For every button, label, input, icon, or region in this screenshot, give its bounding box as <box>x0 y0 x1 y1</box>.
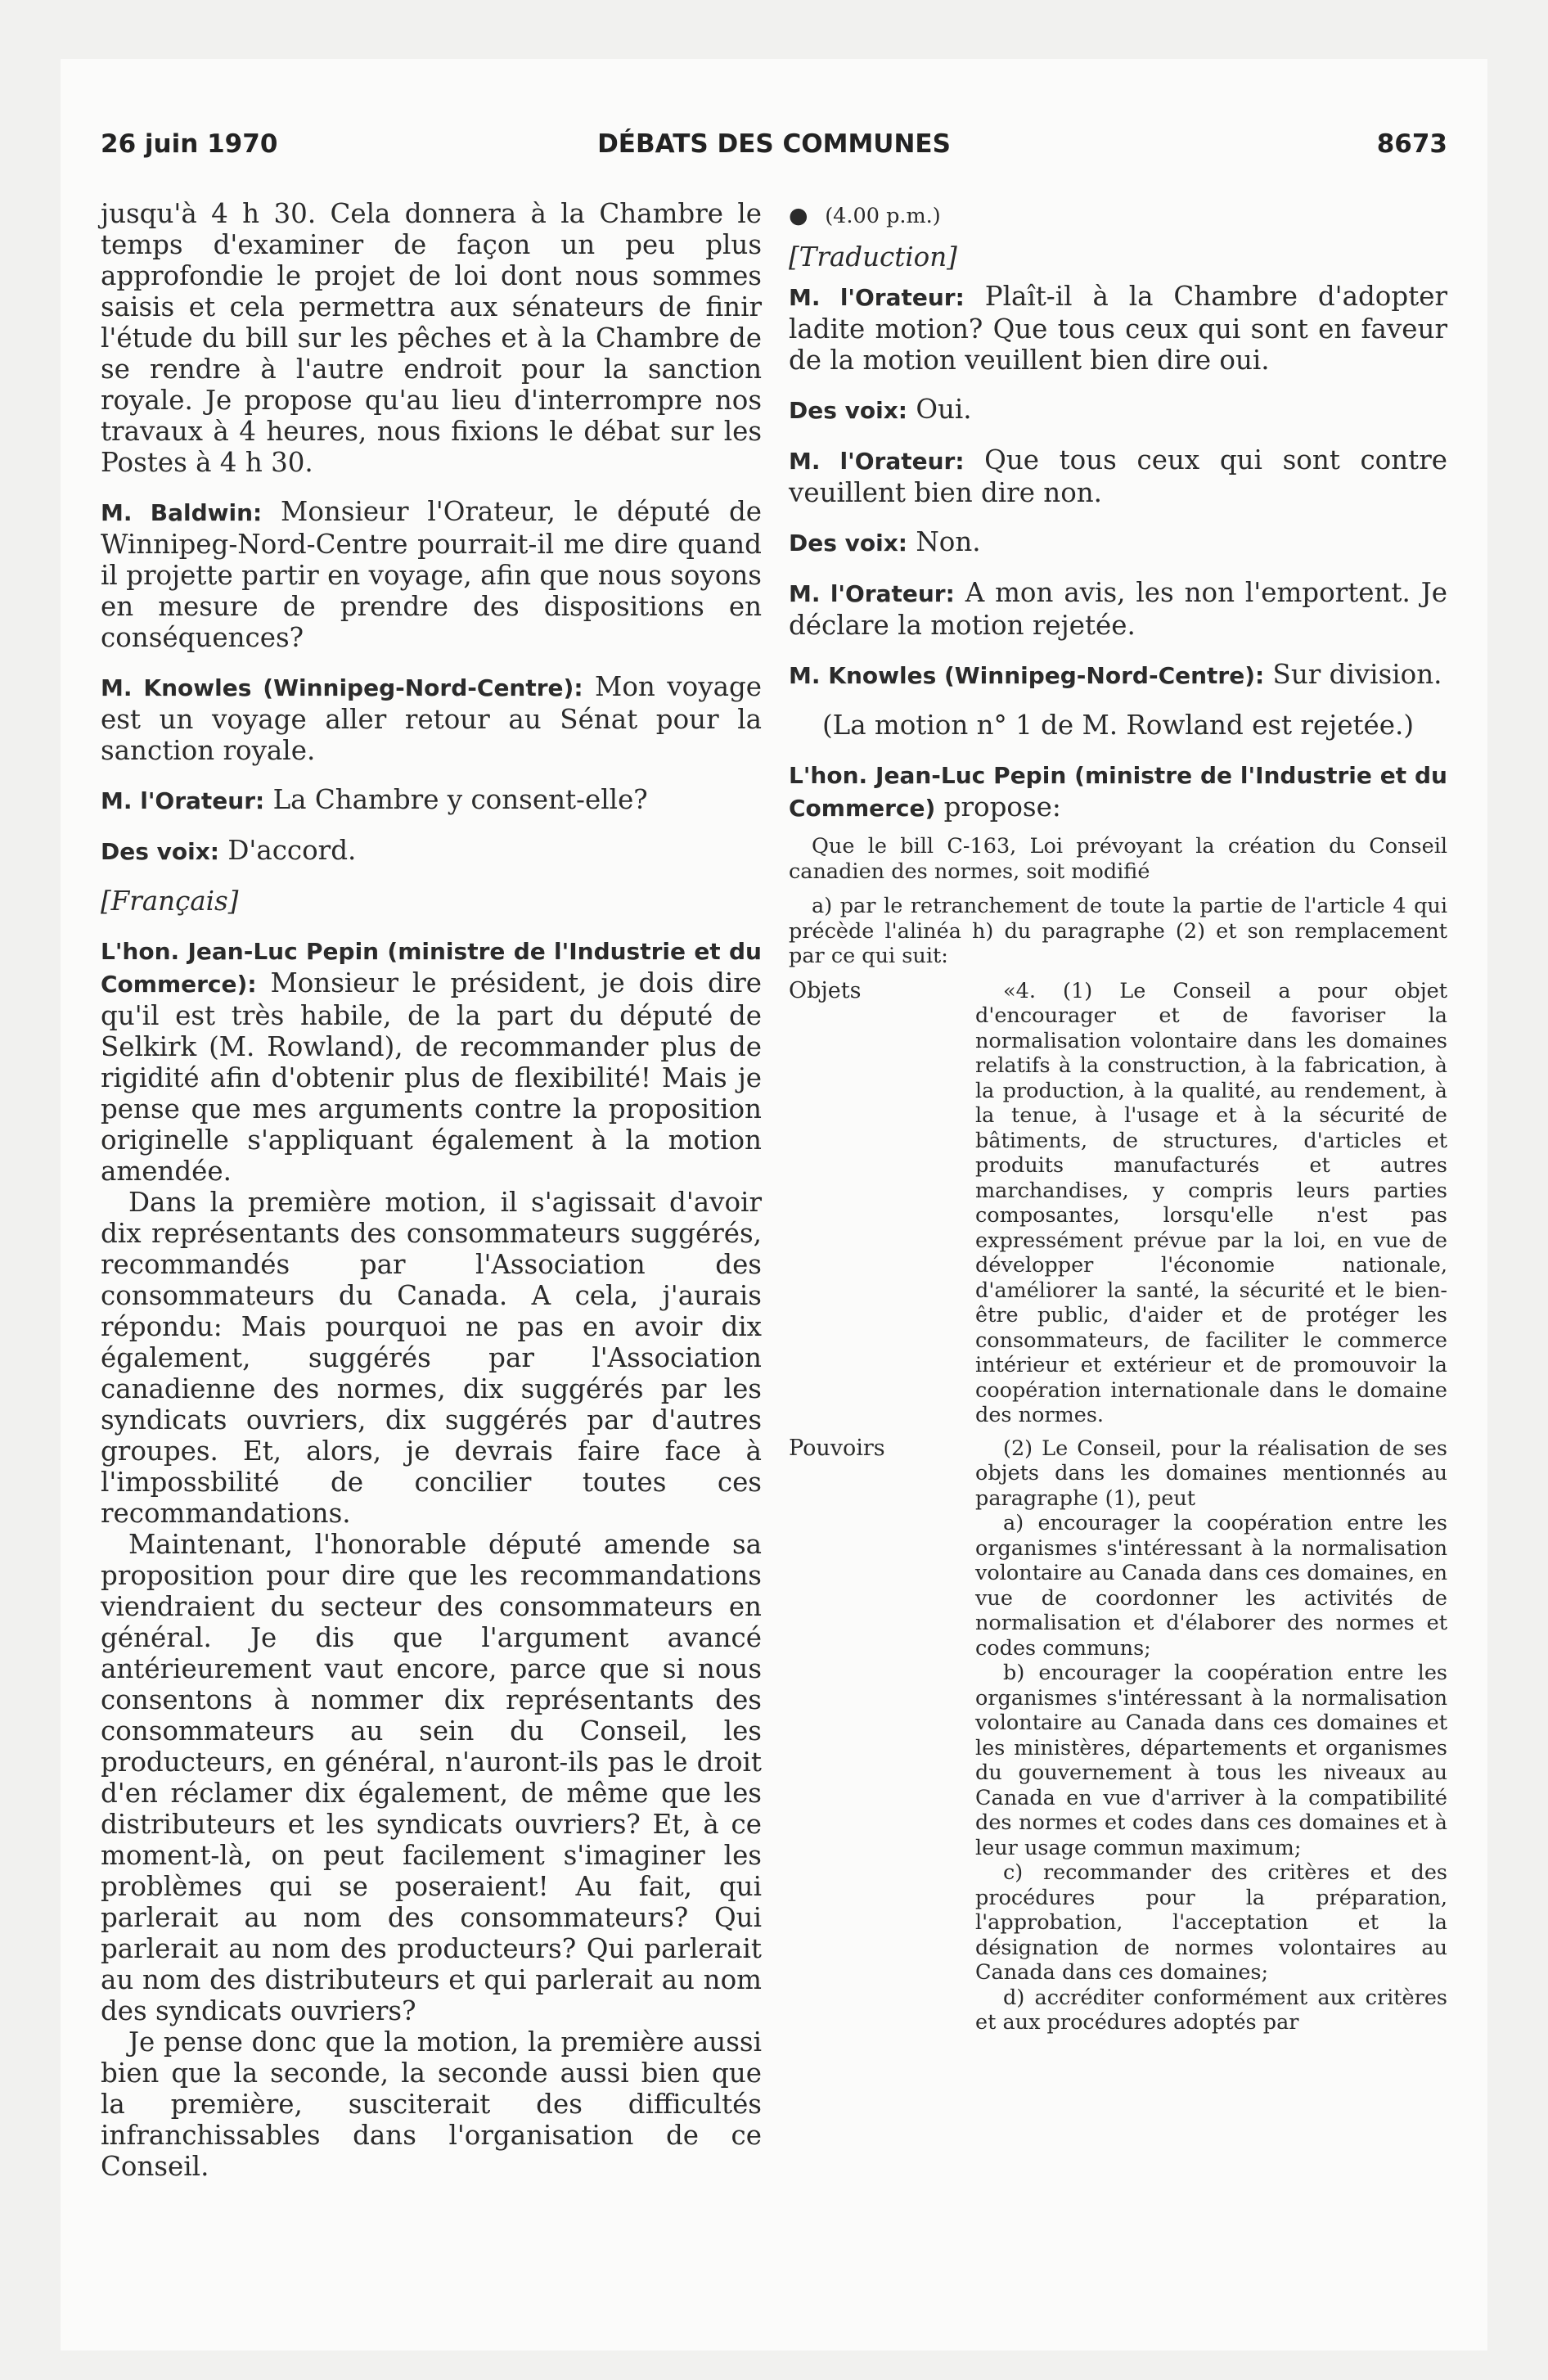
speaker-name: M. Knowles (Winnipeg-Nord-Centre): <box>789 662 1265 689</box>
section-text: «4. (1) Le Conseil a pour objet d'encourager et de favoriser la normalisation volontaire dans les domaines relatifs à la construction, à la fabrication, à la production, à la qualité, au rendement, à la tenue, à l'usage et à la sécurité de bâtiments, de structures, d'articles et produits manufacturés et autres marchandises, y compris leurs parties composantes, lorsqu'elle n'est pas expressément prévue par la loi, en vue de développer l'économie nationale, d'améliorer la santé, la sécurité et le bien-être public, d'aider et de protéger les consommateurs, de faciliter le commerce intérieur et extérieur et de promouvoir la coopération internationale dans le domaine des normes. <box>975 978 1447 1427</box>
speech-text: Oui. <box>907 394 972 425</box>
speaker-name: L'hon. Jean-Luc Pepin (ministre de l'Industrie et du Commerce): <box>101 938 762 998</box>
speech-text: Que tous ceux qui sont contre veuillent bien dire non. <box>789 444 1447 508</box>
right-column <box>789 198 1447 2035</box>
header-date: 26 juin 1970 <box>101 129 278 159</box>
paragraph: jusqu'à 4 h 30. Cela donnera à la Chambre le temps d'examiner de façon un peu plus approfondie le projet de loi dont nous sommes saisis et cela permettra aux sénateurs de finir l'étude du bill sur les pêches et à la Chambre de se rendre à l'autre endroit pour la sanction royale. Je propose qu'au lieu d'interrompre nos travaux à 4 heures, nous fixions le débat sur les Postes à 4 h 30. <box>101 198 762 478</box>
section-item: a) encourager la coopération entre les organismes s'intéressant à la normalisation volontaire au Canada dans ces domaines, en vue de coordonner les activités de normalisation et d'élaborer des normes et codes communs; <box>975 1511 1447 1661</box>
speech <box>789 526 1447 559</box>
speech <box>101 496 762 653</box>
left-column <box>101 198 762 2182</box>
header-title: DÉBATS DES COMMUNES <box>597 129 951 159</box>
speech-text: Non. <box>907 526 981 557</box>
margin-note: Objets <box>789 977 862 1003</box>
speech <box>101 671 762 766</box>
speaker-name: Des voix: <box>789 530 907 557</box>
speech <box>789 444 1447 508</box>
speech-text: propose: <box>935 791 1061 823</box>
motion-text: Que le bill C-163, Loi prévoyant la création du Conseil canadien des normes, soit modifié <box>789 834 1447 884</box>
speech <box>789 281 1447 376</box>
section-body <box>975 1436 1447 2035</box>
speech-text: D'accord. <box>219 835 357 866</box>
speech-text: Sur division. <box>1264 659 1442 690</box>
speech <box>101 935 762 1187</box>
speaker-name: M. l'Orateur: <box>101 787 265 814</box>
language-marker: [Français] <box>101 886 239 917</box>
speech <box>789 759 1447 824</box>
motion-result: (La motion n° 1 de M. Rowland est rejetée.) <box>821 710 1415 741</box>
time-marker <box>789 198 1447 232</box>
speech <box>101 784 762 817</box>
speaker-name: Des voix: <box>101 838 219 865</box>
legislation-section <box>789 979 1447 1428</box>
section-item: b) encourager la coopération entre les organismes s'intéressant à la normalisation volontaire au Canada dans ces domaines et les ministères, départements et organismes du gouvernement à tous les niveaux au Canada en vue d'arriver à la compatibilité des normes et codes dans ces domaines et à leur usage commun maximum; <box>975 1661 1447 1860</box>
speech-text: Monsieur l'Orateur, le député de Winnipeg-Nord-Centre pourrait-il me dire quand il projette partir en voyage, afin que nous soyons en mesure de prendre des dispositions en conséquences? <box>101 496 762 653</box>
header-page-number: 8673 <box>1376 129 1447 159</box>
speech-text: Plaît-il à la Chambre d'adopter ladite motion? Que tous ceux qui sont en faveur de la motion veuillent bien dire oui. <box>789 281 1447 376</box>
speaker-name: M. l'Orateur: <box>789 448 965 475</box>
paragraph: Je pense donc que la motion, la première aussi bien que la seconde, la seconde aussi bien que la première, susciterait des difficultés infranchissables dans l'organisation de ce Conseil. <box>101 2026 762 2182</box>
section-body <box>975 979 1447 1428</box>
motion-text: a) par le retranchement de toute la partie de l'article 4 qui précède l'alinéa h) du paragraphe (2) et son remplacement par ce qui suit: <box>789 894 1447 968</box>
speech-text: Mon voyage est un voyage aller retour au Sénat pour la sanction royale. <box>101 671 763 766</box>
margin-note: Pouvoirs <box>789 1435 885 1461</box>
section-text: (2) Le Conseil, pour la réalisation de ses objets dans les domaines mentionnés au paragraphe (1), peut <box>975 1436 1447 1511</box>
bullet-icon: ● <box>789 203 808 228</box>
speaker-name: M. l'Orateur: <box>789 580 955 607</box>
speech-text: Monsieur le président, je dois dire qu'il est très habile, de la part du député de Selkirk (M. Rowland), de recommander plus de rigidité afin d'obtenir plus de flexibilité! Mais je pense que mes arguments contre la proposition originelle s'appliquant également à la motion amendée. <box>101 967 762 1187</box>
speech-text: La Chambre y consent-elle? <box>264 784 648 815</box>
section-item: c) recommander des critères et des procédures pour la préparation, l'approbation, l'acceptation et la désignation de normes volontaires au Canada dans ces domaines; <box>975 1860 1447 1985</box>
speech <box>789 659 1447 692</box>
paragraph: Maintenant, l'honorable député amende sa proposition pour dire que les recommandations viendraient du secteur des consommateurs en général. Je dis que l'argument avancé antérieurement vaut encore, parce que si nous consentons à nommer dix représentants des consommateurs au sein du Conseil, les producteurs, en général, n'auront-ils pas le droit d'en réclamer dix également, de même que les distributeurs et les syndicats ouvriers? Et, à ce moment-là, on peut facilement s'imaginer les problèmes qui se poseraient! Au fait, qui parlerait au nom des consommateurs? Qui parlerait au nom des producteurs? Qui parlerait au nom des distributeurs et qui parlerait au nom des syndicats ouvriers? <box>101 1529 762 2026</box>
speaker-name: M. Baldwin: <box>101 499 263 526</box>
speaker-name: Des voix: <box>789 397 907 424</box>
speech <box>789 394 1447 426</box>
time-text: (4.00 p.m.) <box>825 204 941 228</box>
speaker-name: M. l'Orateur: <box>789 284 965 311</box>
language-marker: [Traduction] <box>789 241 957 273</box>
paragraph: Dans la première motion, il s'agissait d'avoir dix représentants des consommateurs suggérés, recommandés par l'Association des consommateurs du Canada. A cela, j'aurais répondu: Mais pourquoi ne pas en avoir dix également, suggérés par l'Association canadienne des normes, dix suggérés par les syndicats ouvriers, dix suggérés par d'autres groupes. Et, alors, je devrais faire face à l'impossbilité de concilier toutes ces recommandations. <box>101 1187 762 1529</box>
speaker-name: L'hon. Jean-Luc Pepin (ministre de l'Industrie et du Commerce) <box>789 762 1447 822</box>
speech-text: A mon avis, les non l'emportent. Je déclare la motion rejetée. <box>789 577 1447 641</box>
section-item: d) accréditer conformément aux critères et aux procédures adoptés par <box>975 1985 1447 2035</box>
speaker-name: M. Knowles (Winnipeg-Nord-Centre): <box>101 674 583 701</box>
speech <box>101 835 762 868</box>
legislation-section <box>789 1436 1447 2035</box>
speech <box>789 577 1447 641</box>
